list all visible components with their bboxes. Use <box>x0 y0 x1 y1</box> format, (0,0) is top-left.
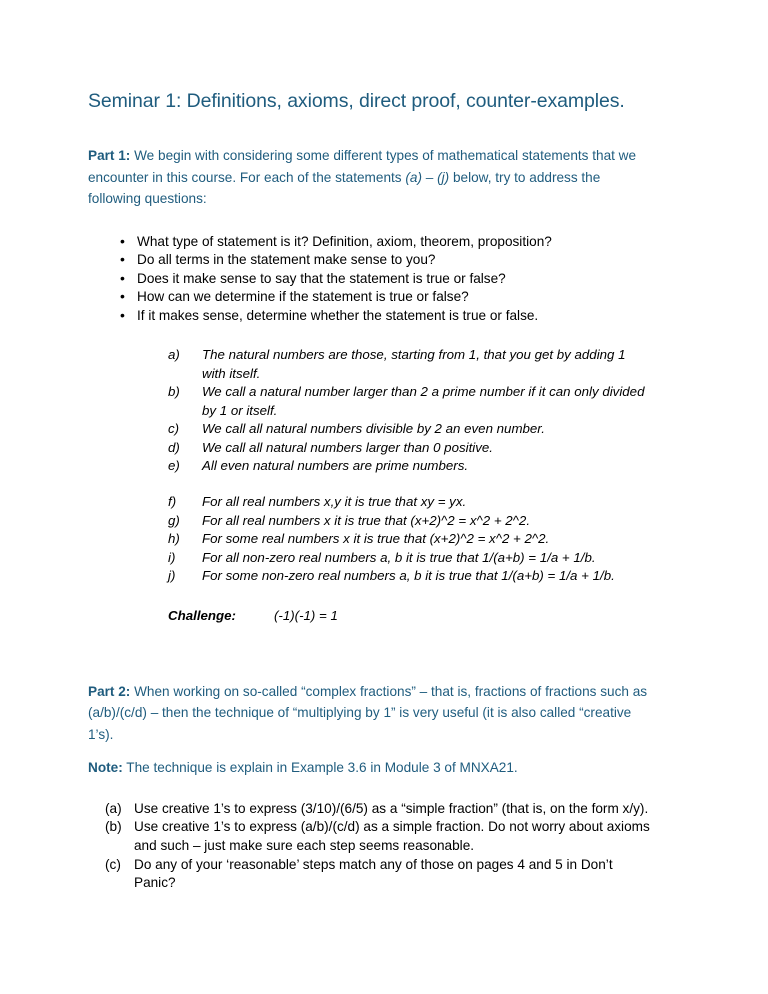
part1-italic-range: (a) – (j) <box>405 169 450 185</box>
list-item <box>88 856 652 893</box>
part1-label: Part 1: <box>88 148 131 163</box>
challenge-line <box>88 607 652 625</box>
list-item: • How can we determine if the statement is true or false? <box>88 288 652 307</box>
list-item <box>88 383 652 420</box>
list-item-text: We call all natural numbers divisible by 2 an even number. <box>202 421 545 437</box>
list-item-marker: (a) <box>105 800 122 816</box>
list-item-text: Use creative 1’s to express (3/10)/(6/5) as a “simple fraction” (that is, on the form x/y). <box>134 800 649 816</box>
question-bullet-list <box>88 233 652 326</box>
part2-task-list <box>88 800 652 893</box>
statements-group-2 <box>88 493 652 585</box>
page-title: Seminar 1: Definitions, axioms, direct proof, counter-examples. <box>88 90 625 112</box>
document-content <box>88 88 652 893</box>
list-item-marker: i) <box>168 549 176 565</box>
note-label: Note: <box>88 760 123 776</box>
part1-intro-block <box>88 145 652 210</box>
list-item-text: Do any of your ‘reasonable’ steps match any of those on pages 4 and 5 in Don’t Panic? <box>134 856 613 891</box>
list-item <box>88 818 652 855</box>
part1-text-before: We begin with considering some different types of mathematical statements that we encounter in this course. For each of the statements <box>88 148 637 185</box>
list-item-marker: e) <box>168 457 180 473</box>
list-item-marker: (b) <box>105 819 122 835</box>
list-item <box>88 457 652 475</box>
list-item <box>88 512 652 530</box>
list-item-text: All even natural numbers are prime numbers. <box>202 457 469 473</box>
part2-intro-paragraph <box>88 681 652 746</box>
list-item-marker: c) <box>168 421 180 437</box>
note-paragraph <box>88 757 652 779</box>
list-item-text: The natural numbers are those, starting from 1, that you get by adding 1 with itself. <box>202 347 626 381</box>
list-item-marker: g) <box>168 512 180 528</box>
list-item: • What type of statement is it? Definition, axiom, theorem, proposition? <box>88 233 652 252</box>
part2-label: Part 2: <box>88 683 131 699</box>
list-item <box>88 493 652 511</box>
list-item: • If it makes sense, determine whether the statement is true or false. <box>88 307 652 326</box>
part2-intro-block <box>88 681 652 779</box>
list-item-marker: (c) <box>105 856 121 872</box>
list-item: • Do all terms in the statement make sense to you? <box>88 251 652 270</box>
list-item: • Does it make sense to say that the statement is true or false? <box>88 270 652 289</box>
list-item-marker: j) <box>168 567 176 583</box>
list-item-text: We call all natural numbers larger than 0 positive. <box>202 439 493 455</box>
part1-text-after: below, try to address the following questions: <box>88 169 601 206</box>
list-item-marker: a) <box>168 347 180 363</box>
list-item-text: For some real numbers x it is true that (x+2)^2 = x^2 + 2^2. <box>202 531 550 547</box>
part1-intro-paragraph <box>88 145 652 210</box>
statements-group-1 <box>88 346 652 475</box>
list-group-spacer <box>88 475 652 493</box>
challenge-value: (-1)(-1) = 1 <box>273 608 338 624</box>
list-item <box>88 800 652 819</box>
list-item-text: Use creative 1’s to express (a/b)/(c/d) as a simple fraction. Do not worry about axioms and such – just make sure each step seems reasonable. <box>134 819 650 853</box>
list-item-marker: d) <box>168 439 180 455</box>
list-item-text: For all real numbers x,y it is true that xy = yx. <box>202 494 467 510</box>
list-item <box>88 549 652 567</box>
list-item-marker: h) <box>168 531 180 547</box>
list-item <box>88 346 652 383</box>
list-item-text: We call a natural number larger than 2 a prime number if it can only divided by 1 or itself. <box>202 384 645 418</box>
list-item-text: For all non-zero real numbers a, b it is true that 1/(a+b) = 1/a + 1/b. <box>202 549 596 565</box>
list-item-marker: f) <box>168 494 177 510</box>
list-item <box>88 439 652 457</box>
list-item <box>88 420 652 438</box>
challenge-label: Challenge: <box>168 608 236 624</box>
list-item <box>88 530 652 548</box>
list-item-text: For some non-zero real numbers a, b it is true that 1/(a+b) = 1/a + 1/b. <box>202 567 615 583</box>
part2-text: When working on so-called “complex fractions” – that is, fractions of fractions such as (a/b)/(c/d) – then the technique of “multiplying by 1” is very useful (it is also called “creative 1’s). <box>88 683 648 742</box>
list-item-marker: b) <box>168 384 180 400</box>
list-item-text: For all real numbers x it is true that (x+2)^2 = x^2 + 2^2. <box>202 512 531 528</box>
note-text: The technique is explain in Example 3.6 in Module 3 of MNXA21. <box>122 760 518 776</box>
list-item <box>88 567 652 585</box>
